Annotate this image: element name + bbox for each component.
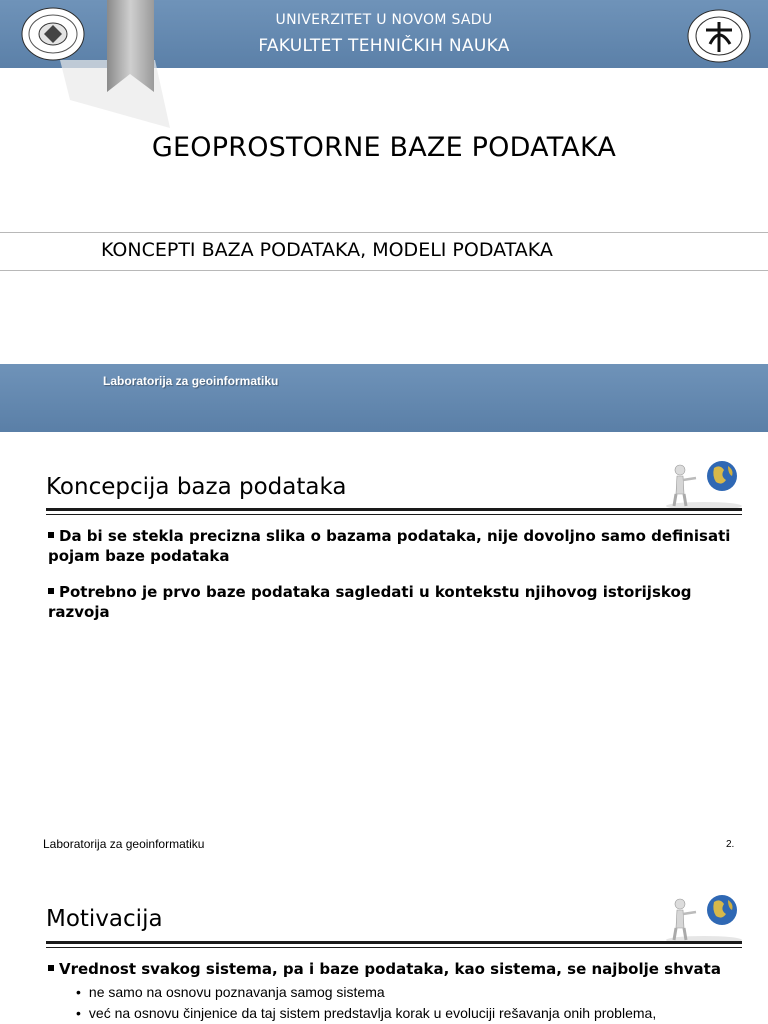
bullet-square-icon [48,965,54,971]
university-name: UNIVERZITET U NOVOM SADU [275,12,493,28]
faculty-name: FAKULTET TEHNIČKIH NAUKA [258,36,510,56]
lab-band-label: Laboratorija za geoinformatiku [103,374,279,388]
slide-title: Koncepcija baza podataka [46,474,347,500]
person-with-globe-icon [664,456,744,512]
bullet-dot-icon: • [76,1005,81,1021]
bullet-item: Potrebno je prvo baze podataka sagledati u kontekstu njihovog istorijskog razvoja [48,583,692,621]
slide-title: Motivacija [46,906,163,932]
bullet-item: Vrednost svakog sistema, pa i baze podataka, kao sistema, se najbolje shvata [48,959,748,979]
title-rule [46,508,742,511]
bullet-dot-icon: • [76,984,81,1000]
title-rule [46,941,742,944]
sub-bullet-item: • ne samo na osnovu poznavanja samog sistema [76,984,385,1000]
page-number: 2. [726,839,735,850]
title-rule-thin [46,514,742,515]
person-with-globe-icon [664,890,744,946]
presentation-subtitle: KONCEPTI BAZA PODATAKA, MODELI PODATAKA [101,239,553,261]
bullet-square-icon [48,588,54,594]
sub-bullet-item: • već na osnovu činjenice da taj sistem predstavlja korak u evoluciji rešavanja onih problema, [76,1005,657,1021]
bullet-item: Da bi se stekla precizna slika o bazama podataka, nije dovoljno samo definisati pojam baze podataka [48,527,731,565]
bullet-square-icon [48,532,54,538]
title-rule-thin [46,947,742,948]
presentation-title: GEOPROSTORNE BAZE PODATAKA [151,132,617,163]
footer-lab-name: Laboratorija za geoinformatiku [43,837,205,851]
